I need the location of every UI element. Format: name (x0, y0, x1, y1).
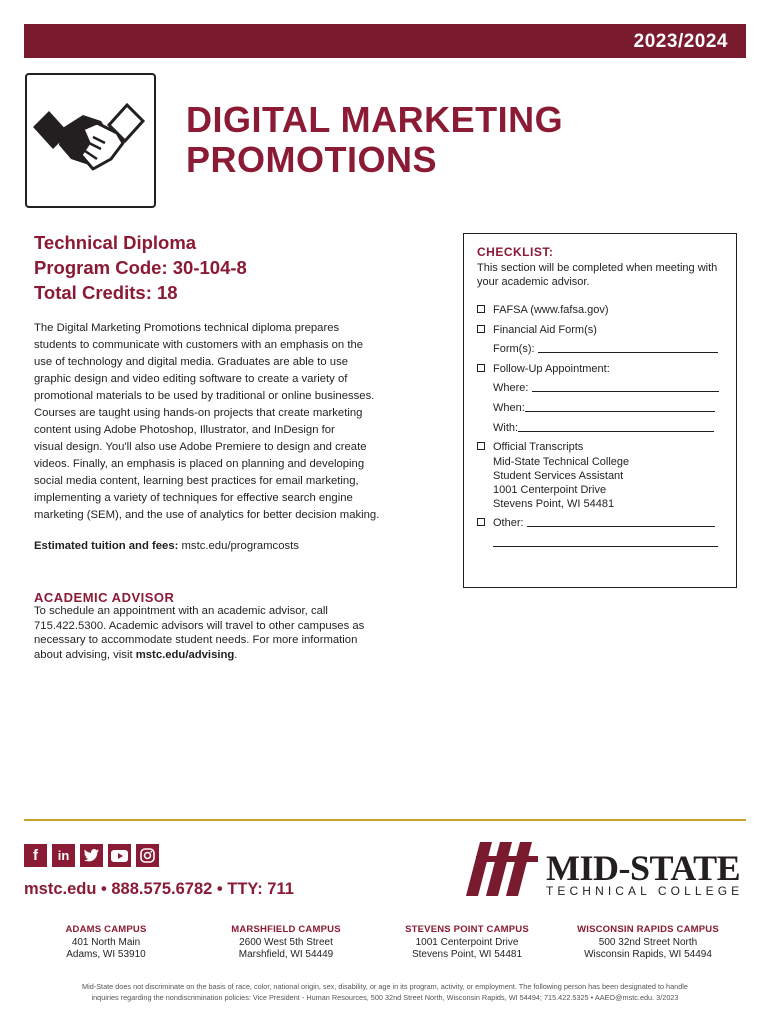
checklist-item-label: Financial Aid Form(s) (493, 324, 597, 336)
campus-wisconsin-rapids (562, 924, 734, 962)
campus-marshfield (212, 924, 360, 962)
campus-city: Marshfield, WI 54449 (238, 949, 334, 960)
description-line: marketing (SEM), and the use of analytics for better decision making. (34, 509, 380, 521)
description-line: social media content, learning best practices for email marketing, (34, 475, 359, 487)
year-banner (24, 24, 746, 58)
advisor-heading: ACADEMIC ADVISOR (34, 590, 175, 605)
checklist-item-label: Other: (493, 517, 524, 529)
forms-label: Form(s): (493, 343, 535, 355)
facebook-icon[interactable]: f (24, 844, 47, 867)
description-line: students to communicate with customers with an emphasis on the (34, 339, 364, 351)
campus-name: WISCONSIN RAPIDS CAMPUS (577, 924, 719, 935)
instagram-icon[interactable] (136, 844, 159, 867)
checklist-box (463, 233, 737, 588)
description-line: The Digital Marketing Promotions technical diploma prepares (34, 322, 340, 334)
campus-city: Adams, WI 53910 (66, 949, 146, 960)
description-line: visual design. You'll also use Adobe Premiere to design and create (34, 441, 367, 453)
gold-divider (24, 819, 746, 821)
checklist-item-other[interactable] (477, 517, 715, 529)
checklist-item-label: FAFSA (www.fafsa.gov) (493, 304, 609, 316)
checkbox[interactable] (477, 325, 485, 333)
address-line: Mid-State Technical College (493, 456, 630, 468)
description-line: content using Adobe Photoshop, Illustrator, and InDesign for (34, 424, 335, 436)
checkbox[interactable] (477, 442, 485, 450)
mid-state-logo-icon (466, 842, 542, 896)
forms-field[interactable] (493, 343, 718, 355)
checkbox[interactable] (477, 518, 485, 526)
other-blank-2[interactable] (493, 537, 718, 547)
description-line: promotional materials to be used by traditional or online businesses. (34, 390, 375, 402)
nondiscrimination-footer (24, 981, 746, 1003)
campus-street: 2600 West 5th Street (239, 936, 333, 948)
campus-adams (44, 924, 168, 962)
when-label: When: (493, 402, 525, 414)
checklist-item-followup[interactable] (477, 363, 610, 375)
forms-blank[interactable] (538, 343, 718, 353)
description-line: graphic design and video editing software to create a variety of (34, 373, 348, 385)
advisor-line-last (34, 648, 414, 663)
with-field[interactable] (493, 422, 714, 434)
checklist-item-financial-aid[interactable] (477, 324, 597, 336)
where-label: Where: (493, 382, 529, 394)
footer-line: inquiries regarding the nondiscrimination policies: Vice President - Human Resources, 500 32nd Street North, Wisconsin Rapids, WI 54494; 715.422.5325 • AAEO@mstc.edu. 3/2023 (91, 993, 679, 1002)
diploma-type: Technical Diploma (34, 232, 197, 253)
campus-name: ADAMS CAMPUS (65, 924, 147, 935)
program-summary (34, 230, 247, 305)
address-line: Stevens Point, WI 54481 (493, 498, 615, 510)
checkbox[interactable] (477, 364, 485, 372)
description-line: Courses are taught using hands-on projects that create marketing (34, 407, 363, 419)
description-line: videos. Finally, an emphasis is placed on planning and developing (34, 458, 365, 470)
footer-line: Mid-State does not discriminate on the basis of race, color, national origin, sex, disability, or age in its program, activity, or employment. The following person has been designated to handle (82, 982, 688, 991)
description-line: use of technology and digital media. Graduates are able to use (34, 356, 349, 368)
year-label: 2023/2024 (633, 31, 728, 52)
tuition-link[interactable]: mstc.edu/programcosts (178, 540, 299, 552)
campus-city: Stevens Point, WI 54481 (411, 949, 523, 960)
other-extra-field[interactable] (493, 537, 718, 549)
advisor-text: about advising, visit (34, 648, 136, 661)
page-title (186, 100, 563, 180)
when-field[interactable] (493, 402, 715, 414)
advisor-line: To schedule an appointment with an academic advisor, call (34, 605, 328, 617)
twitter-icon[interactable] (80, 844, 103, 867)
checklist-title: CHECKLIST: (477, 245, 554, 259)
campus-name: MARSHFIELD CAMPUS (231, 924, 341, 935)
with-label: With: (493, 422, 519, 434)
tuition-info (34, 540, 299, 552)
when-blank[interactable] (525, 402, 715, 412)
campus-name: STEVENS POINT CAMPUS (405, 924, 529, 935)
other-blank[interactable] (527, 517, 715, 527)
handshake-icon-box (25, 73, 156, 208)
checklist-item-label: Official Transcripts (493, 441, 584, 453)
total-credits: Total Credits: 18 (34, 282, 178, 303)
campus-stevens-point (386, 924, 548, 962)
campus-street: 1001 Centerpoint Drive (415, 936, 519, 948)
logo-subtitle: TECHNICAL COLLEGE (546, 884, 744, 898)
description-line: implementing a variety of techniques for effective search engine (34, 492, 353, 504)
advisor-info (34, 604, 414, 662)
advisor-period: . (234, 648, 238, 661)
title-line-1: DIGITAL MARKETING (186, 99, 564, 140)
where-field[interactable] (493, 382, 719, 394)
checklist-subtitle: This section will be completed when meeting with your academic advisor. (477, 262, 718, 288)
advisor-line: 715.422.5300. Academic advisors will travel to other campuses as (34, 619, 365, 632)
campus-street: 500 32nd Street North (598, 936, 698, 948)
address-line: Student Services Assistant (493, 470, 624, 482)
program-description (34, 320, 430, 524)
checkbox[interactable] (477, 305, 485, 313)
social-links (24, 844, 159, 867)
checklist-item-transcripts[interactable] (477, 441, 583, 453)
handshake-icon (31, 93, 149, 185)
address-line: 1001 Centerpoint Drive (493, 484, 607, 496)
advisor-line: necessary to accommodate student needs. For more information (34, 634, 358, 646)
program-code: Program Code: 30-104-8 (34, 257, 247, 278)
campus-street: 401 North Main (71, 936, 141, 948)
contact-line: mstc.edu • 888.575.6782 • TTY: 711 (24, 880, 294, 898)
youtube-icon[interactable] (108, 844, 131, 867)
transcripts-address (493, 455, 629, 511)
checklist-item-label: Follow-Up Appointment: (493, 363, 610, 375)
linkedin-icon[interactable]: in (52, 844, 75, 867)
tuition-label: Estimated tuition and fees: (34, 540, 179, 552)
checklist-item-fafsa[interactable] (477, 304, 609, 316)
title-line-2: PROMOTIONS (186, 139, 438, 180)
with-blank[interactable] (518, 422, 714, 432)
logo-name: MID-STATE (546, 848, 741, 888)
campus-city: Wisconsin Rapids, WI 54494 (584, 949, 712, 960)
where-blank[interactable] (532, 382, 719, 392)
advising-link[interactable]: mstc.edu/advising (135, 648, 235, 661)
